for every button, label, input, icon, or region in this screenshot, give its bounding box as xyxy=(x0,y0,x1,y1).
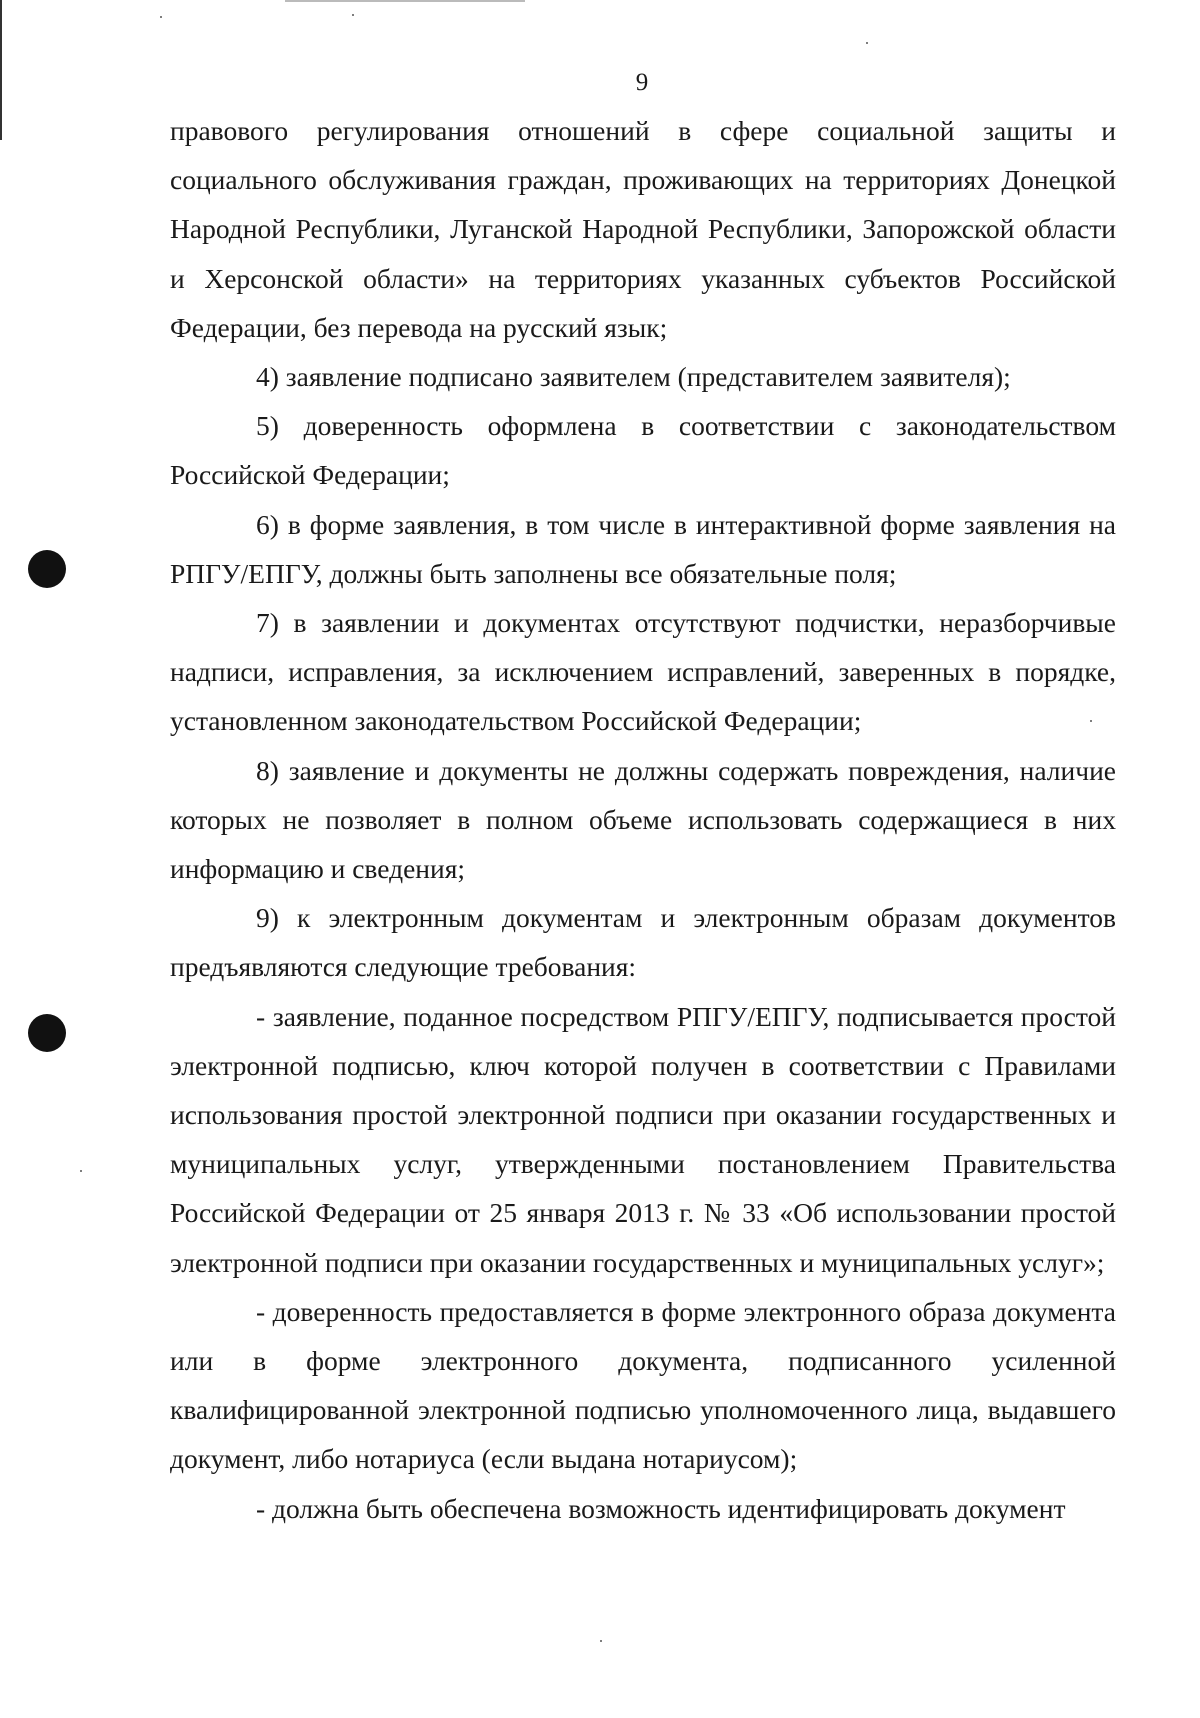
punch-hole-bottom xyxy=(28,1014,66,1052)
scan-speck xyxy=(80,1170,82,1172)
paragraph: - заявление, поданное посредством РПГУ/ЕПГУ, подписывается простой электронной подписью, ключ которой получен в соответствии с Правилами использования простой электронной подписи при оказании государственных и муниципальных услуг, утвержденными постановлением Правительства Российской Федерации от 25 января 2013 г. № 33 «Об использовании простой электронной подписи при оказании государственных и муниципальных услуг»; xyxy=(170,1000,1116,1278)
paragraph: 8) заявление и документы не должны содержать повреждения, наличие которых не позволяет в полном объеме использовать содержащиеся в них информацию и сведения; xyxy=(170,754,1116,885)
scan-speck xyxy=(600,1640,602,1642)
document-body xyxy=(170,106,1116,1533)
paragraph: 6) в форме заявления, в том числе в интерактивной форме заявления на РПГУ/ЕПГУ, должны быть заполнены все обязательные поля; xyxy=(170,508,1116,589)
scan-speck xyxy=(866,42,868,44)
page-number: 9 xyxy=(635,69,649,96)
paragraph: - должна быть обеспечена возможность идентифицировать документ xyxy=(256,1492,1066,1524)
paragraph: 7) в заявлении и документах отсутствуют подчистки, неразборчивые надписи, исправления, за исключением исправлений, заверенных в порядке, установленном законодательством Российской Федерации; xyxy=(170,607,1116,737)
paragraph: 5) доверенность оформлена в соответствии с законодательством Российской Федерации; xyxy=(170,410,1116,491)
punch-hole-top xyxy=(28,550,66,588)
paragraph: правового регулирования отношений в сфере социальной защиты и социального обслуживания граждан, проживающих на территориях Донецкой Народной Республики, Луганской Народной Республики, Запорожской области и Херсонской области» на территориях указанных субъектов Российской Федерации, без перевода на русский язык; xyxy=(170,115,1116,343)
paragraph: - доверенность предоставляется в форме электронного образа документа или в форме электронного документа, подписанного усиленной квалифицированной электронной подписью уполномоченного лица, выдавшего документ, либо нотариуса (если выдана нотариусом); xyxy=(170,1295,1116,1475)
scan-speck xyxy=(160,16,162,18)
scan-top-line xyxy=(285,0,525,2)
paragraph: 9) к электронным документам и электронным образам документов предъявляются следующие требования: xyxy=(170,902,1116,983)
paragraph: 4) заявление подписано заявителем (представителем заявителя); xyxy=(256,361,1011,393)
scan-speck xyxy=(352,14,354,16)
